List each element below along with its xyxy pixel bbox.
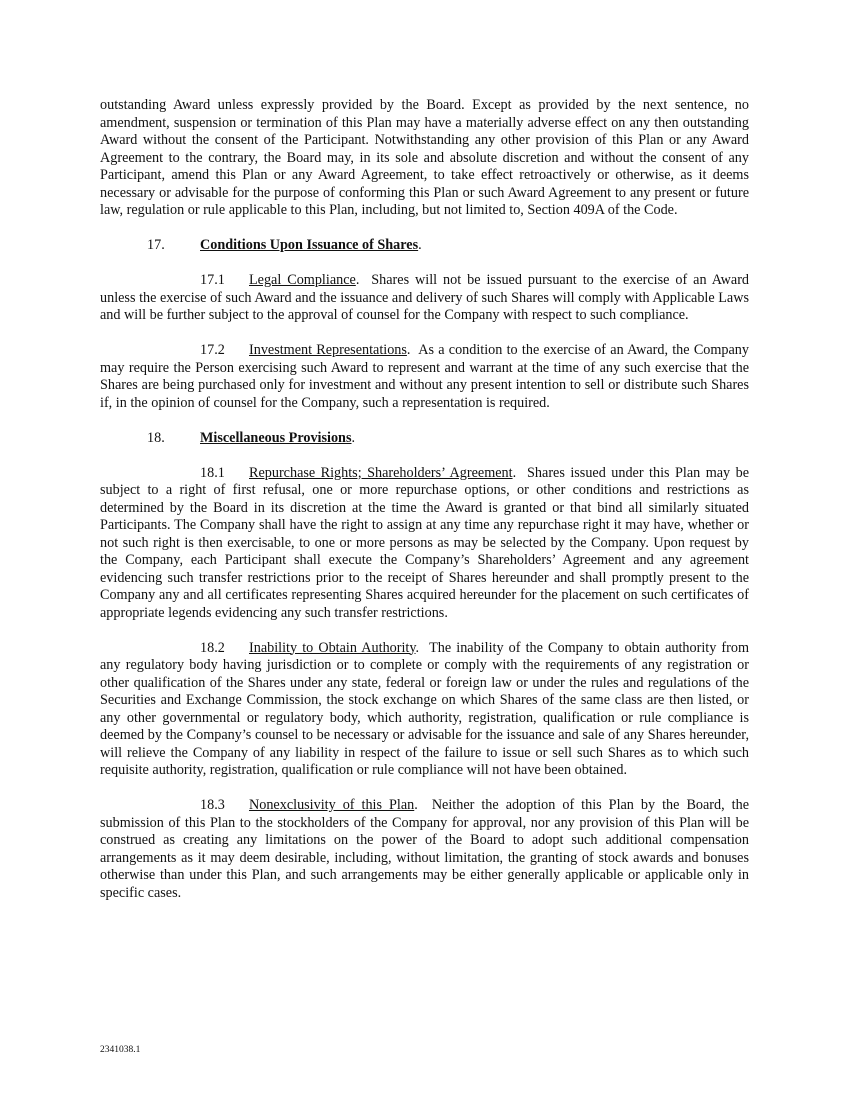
subsection-title: Nonexclusivity of this Plan bbox=[249, 797, 415, 813]
subsection-number: 17.1 bbox=[200, 272, 225, 288]
subsection-17-1: 17.1 Legal Compliance. Shares will not be issued pursuant to the exercise of an Award unless the exercise of such Award and the issuance and delivery of such Shares will comply with Applicable Laws and will be further subject to the approval of counsel for the Company with respect to such compliance. bbox=[100, 272, 750, 323]
subsection-number: 18.2 bbox=[200, 639, 225, 656]
subsection-18-1: 18.1 Repurchase Rights; Shareholders’ Agreement. Shares issued under this Plan may be subject to a right of first refusal, one or more repurchase options, or other conditions and restrictions as determined by the Board in its discretion at the time the Award is granted or that bind all similarly situated Participants. The Company shall have the right to assign at any time any repurchase right it may have, whether or not such right is then exercisable, to one or more persons as may be selected by the Company. Upon request by the Company, each Participant shall execute the Company’s Shareholders’ Agreement and any agreement evidencing such transfer restrictions prior to the receipt of Shares hereunder and shall promptly present to the Company any and all certificates representing Shares acquired hereunder for the placement on such certificates of appropriate legends evidencing any such transfer restrictions. bbox=[100, 464, 749, 621]
intro-paragraph: outstanding Award unless expressly provided by the Board. Except as provided by the next sentence, no amendment, suspension or termination of this Plan may have a materially adverse effect on any then outstanding Award without the consent of the Participant. Notwithstanding any other provision of this Plan or any Award Agreement to the contrary, the Board may, in its sole and absolute discretion and without the consent of any Participant, amend this Plan or any Award Agreement, to take effect retroactively or otherwise, as it deems necessary or advisable for the purpose of conforming this Plan or such Award Agreement to any present or future law, regulation or rule applicable to this Plan, including, but not limited to, Section 409A of the Code. bbox=[100, 97, 749, 218]
subsection-text: Shares issued under this Plan may be subject to a right of first refusal, one or more repurchase options, or other conditions and restrictions as determined by the Board in its discretion at the time the Award is granted or that bind all similarly situated Participants. The Company shall have the right to assign at any time any repurchase right it may have, whether or not such right is then exercisable, to one or more persons as may be selected by the Company. Upon request by the Company, each Participant shall execute the Company’s Shareholders’ Agreement and any agreement evidencing such transfer restrictions prior to the receipt of Shares hereunder and shall promptly present to the Company any and all certificates representing Shares acquired hereunder for the placement on such certificates of appropriate legends evidencing any such transfer restrictions. bbox=[100, 464, 749, 621]
subsection-text: The inability of the Company to obtain authority from any regulatory body having jurisdiction or to complete or comply with the requirements of any registration or other qualification of the Shares under any state, federal or foreign law or under the rules and regulations of the Securities and Exchange Commission, the stock exchange on which Shares of the same class are then listed, or any other governmental or regulatory body, which authority, registration, qualification or rule compliance is deemed by the Company’s counsel to be necessary or advisable for the issuance and sale of any Shares hereunder, will relieve the Company of any liability in respect of the failure to issue or sell such Shares as to which such requisite authority, registration, qualification or rule compliance will not have been obtained. bbox=[100, 639, 749, 778]
section-number: 17. bbox=[147, 237, 165, 253]
subsection-18-2: 18.2 Inability to Obtain Authority. The inability of the Company to obtain authority from any regulatory body having jurisdiction or to complete or comply with the requirements of any registration or other qualification of the Shares under any state, federal or foreign law or under the rules and regulations of the Securities and Exchange Commission, the stock exchange on which Shares of the same class are then listed, or any other governmental or regulatory body, which authority, registration, qualification or rule compliance is deemed by the Company’s counsel to be necessary or advisable for the issuance and sale of any Shares hereunder, will relieve the Company of any liability in respect of the failure to issue or sell such Shares as to which such requisite authority, registration, qualification or rule compliance will not have been obtained. bbox=[100, 639, 749, 778]
subsection-number: 17.2 bbox=[200, 342, 225, 358]
subsection-text: Neither the adoption of this Plan by the Board, the submission of this Plan to the stockholders of the Company for approval, nor any provision of this Plan will be construed as creating any limitations on the power of the Board to adopt such additional compensation arrangements as it may deem desirable, including, without limitation, the granting of stock awards and bonuses otherwise than under this Plan, and such arrangements may be either generally applicable or applicable only in specific cases. bbox=[100, 797, 749, 901]
subsection-number: 18.3 bbox=[200, 797, 225, 813]
subsection-title: Investment Representations bbox=[249, 342, 407, 358]
footer-doc-id: 2341038.1 bbox=[100, 1045, 141, 1055]
subsection-text: Shares will not be issued pursuant to the exercise of an Award unless the exercise of such Award and the issuance and delivery of such Shares will comply with Applicable Laws and will be further subject to the approval of counsel for the Company with respect to such compliance. bbox=[100, 272, 750, 323]
subsection-title: Inability to Obtain Authority bbox=[249, 639, 416, 656]
section-title: Conditions Upon Issuance of Shares bbox=[200, 237, 419, 253]
subsection-title: Repurchase Rights; Shareholders’ Agreement bbox=[249, 464, 513, 481]
subsection-17-2: 17.2 Investment Representations. As a condition to the exercise of an Award, the Company may require the Person exercising such Award to represent and warrant at the time of any such exercise that the Shares are being purchased only for investment and without any present intention to sell or distribute such Shares if, in the opinion of counsel for the Company, such a representation is required. bbox=[100, 342, 749, 411]
subsection-18-3: 18.3 Nonexclusivity of this Plan. Neither the adoption of this Plan by the Board, the submission of this Plan to the stockholders of the Company for approval, nor any provision of this Plan will be construed as creating any limitations on the power of the Board to adopt such additional compensation arrangements as it may deem desirable, including, without limitation, the granting of stock awards and bonuses otherwise than under this Plan, and such arrangements may be either generally applicable or applicable only in specific cases. bbox=[100, 797, 749, 901]
subsection-text: As a condition to the exercise of an Award, the Company may require the Person exercising such Award to represent and warrant at the time of any such exercise that the Shares are being purchased only for investment and without any present intention to sell or distribute such Shares if, in the opinion of counsel for the Company, such a representation is required. bbox=[100, 342, 749, 411]
section-title: Miscellaneous Provisions bbox=[200, 429, 352, 446]
section-17-heading: 17. Conditions Upon Issuance of Shares. bbox=[147, 237, 422, 253]
section-18-heading: 18. Miscellaneous Provisions. bbox=[147, 429, 356, 446]
document-page bbox=[100, 97, 749, 920]
section-number: 18. bbox=[147, 429, 165, 446]
subsection-number: 18.1 bbox=[200, 464, 225, 481]
subsection-title: Legal Compliance bbox=[249, 272, 356, 288]
